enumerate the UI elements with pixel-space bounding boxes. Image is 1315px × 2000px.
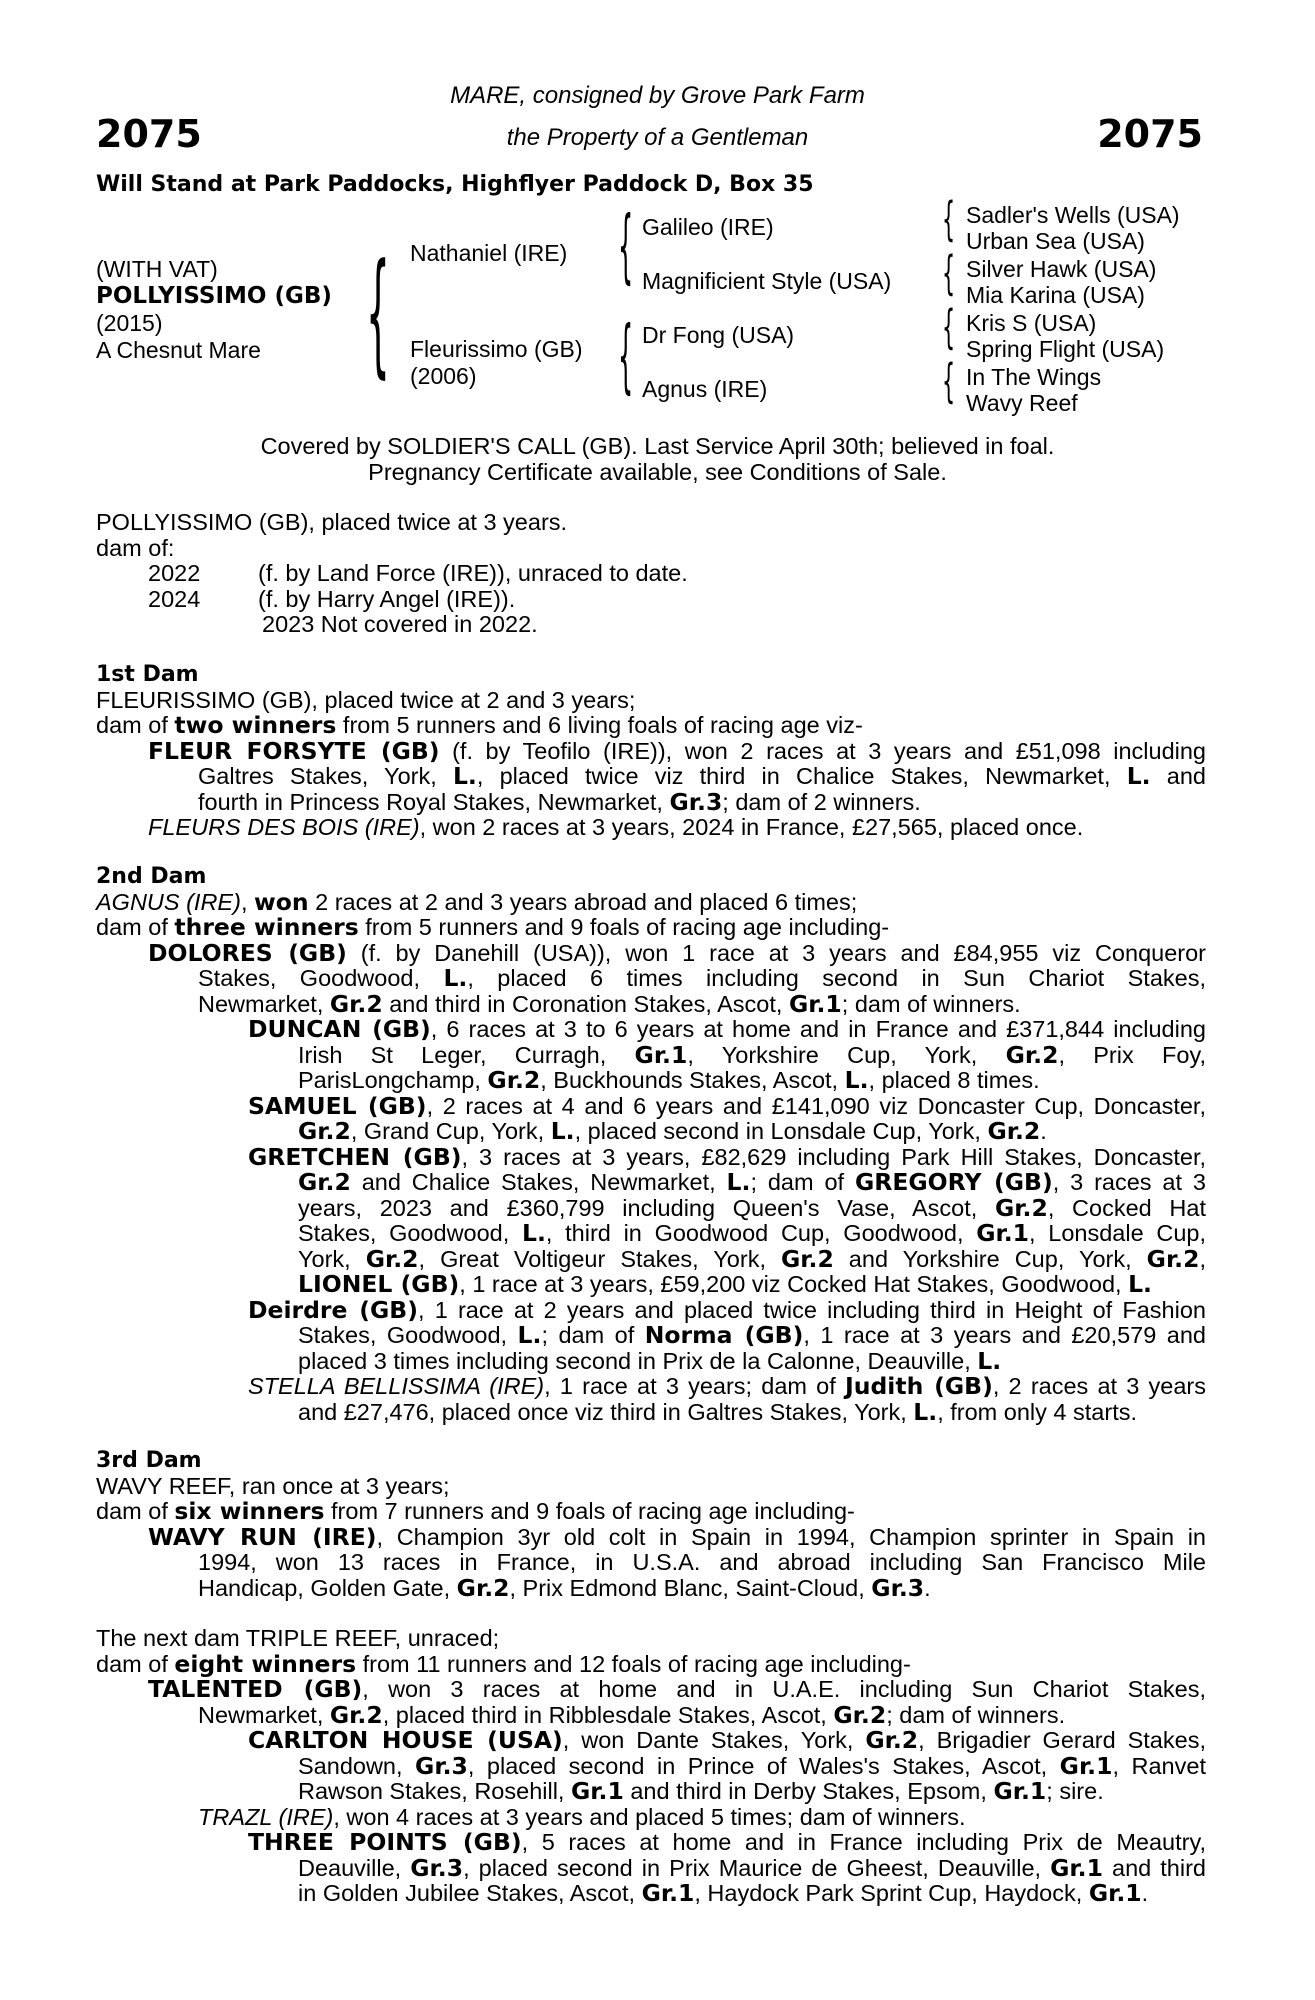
second-dam-heading: 2nd Dam bbox=[96, 864, 207, 889]
pedigree-brace-sire: { bbox=[618, 199, 634, 292]
carlton-house-line: CARLTON HOUSE (USA), won Dante Stakes, York, Gr.2, Brigadier Gerard Stakes, bbox=[248, 1726, 1206, 1754]
dolores-line: DOLORES (GB) (f. by Danehill (USA)), won 1 race at 3 years and £84,955 viz Conqueror bbox=[148, 938, 1206, 967]
third-dam-line: dam of six winners from 7 runners and 9 foals of racing age including- bbox=[96, 1497, 855, 1525]
carlton-house-line: Rawson Stakes, Rosehill, Gr.1 and third in Derby Stakes, Epsom, Gr.1; sire. bbox=[298, 1777, 1104, 1805]
pedigree-sire-dam: Magnificient Style (USA) bbox=[642, 268, 892, 294]
pedigree-dam-dam: Agnus (IRE) bbox=[642, 376, 768, 402]
pedigree-sdd: Mia Karina (USA) bbox=[966, 282, 1145, 308]
duncan-line: ParisLongchamp, Gr.2, Buckhounds Stakes, Ascot, L., placed 8 times. bbox=[298, 1066, 1040, 1094]
horse-name: POLLYISSIMO (GB) bbox=[96, 283, 332, 309]
deirdre-line: placed 3 times including second in Prix de la Calonne, Deauville, L. bbox=[298, 1346, 1002, 1375]
lot-number-right: 2075 bbox=[1097, 112, 1203, 156]
lionel-line: LIONEL (GB), 1 race at 3 years, £59,200 viz Cocked Hat Stakes, Goodwood, L. bbox=[298, 1270, 1152, 1298]
produce-dam-of: dam of: bbox=[96, 534, 175, 561]
pedigree-dam-year: (2006) bbox=[410, 363, 477, 389]
second-dam-line: AGNUS (IRE), won 2 races at 2 and 3 years abroad and placed 6 times; bbox=[96, 887, 858, 916]
gretchen-line: GRETCHEN (GB), 3 races at 3 years, £82,629 including Park Hill Stakes, Doncaster, bbox=[248, 1142, 1206, 1171]
vat-label: (WITH VAT) bbox=[96, 256, 218, 282]
next-dam-section bbox=[96, 1626, 1206, 1907]
pedigree-brace-dam: { bbox=[618, 309, 634, 402]
carlton-house-line: Sandown, Gr.3, placed second in Prince of Wales's Stakes, Ascot, Gr.1, Ranvet bbox=[298, 1751, 1206, 1780]
duncan-line: DUNCAN (GB), 6 races at 3 to 6 years at home and in France and £371,844 including bbox=[248, 1015, 1206, 1043]
horse-year: (2015) bbox=[96, 310, 163, 336]
produce-record bbox=[96, 510, 1206, 638]
first-dam-produce-line: Galtres Stakes, York, L., placed twice viz third in Chalice Stakes, Newmarket, L. and bbox=[198, 762, 1206, 790]
gretchen-line: Stakes, Goodwood, L., third in Goodwood Cup, Goodwood, Gr.1, Lonsdale Cup, bbox=[298, 1219, 1206, 1247]
next-dam-line: The next dam TRIPLE REEF, unraced; bbox=[96, 1625, 500, 1651]
pedigree-sds: Silver Hawk (USA) bbox=[966, 256, 1157, 282]
three-points-line: THREE POINTS (GB), 5 races at home and in France including Prix de Meautry, bbox=[248, 1828, 1206, 1856]
horse-description: A Chesnut Mare bbox=[96, 337, 261, 363]
produce-year: 2024 bbox=[148, 585, 201, 612]
pedigree-dss: Kris S (USA) bbox=[966, 310, 1097, 336]
produce-detail: (f. by Harry Angel (IRE)). bbox=[258, 585, 516, 612]
gretchen-line: Gr.2 and Chalice Stakes, Newmarket, L.; dam of GREGORY (GB), 3 races at 3 bbox=[298, 1168, 1206, 1196]
three-points-line: in Golden Jubilee Stakes, Ascot, Gr.1, Haydock Park Sprint Cup, Haydock, Gr.1. bbox=[298, 1879, 1149, 1907]
talented-line: Newmarket, Gr.2, placed third in Ribblesdale Stakes, Ascot, Gr.2; dam of winners. bbox=[198, 1700, 1066, 1729]
produce-year: 2022 bbox=[148, 560, 201, 586]
third-dam-line: WAVY REEF, ran once at 3 years; bbox=[96, 1472, 450, 1499]
pedigree-brace-main: { bbox=[366, 235, 390, 391]
stella-line: and £27,476, placed once viz third in Galtres Stakes, York, L., from only 4 starts. bbox=[298, 1397, 1138, 1426]
deirdre-line: Stakes, Goodwood, L.; dam of Norma (GB), 1 race at 3 years and £20,579 and bbox=[298, 1321, 1207, 1349]
stella-line: STELLA BELLISSIMA (IRE), 1 race at 3 years; dam of Judith (GB), 2 races at 3 years bbox=[248, 1372, 1206, 1400]
first-dam-heading: 1st Dam bbox=[96, 662, 199, 687]
first-dam-section bbox=[96, 662, 1206, 841]
pedigree-sss: Sadler's Wells (USA) bbox=[966, 202, 1180, 228]
first-dam-produce-line: fourth in Princess Royal Stakes, Newmarket, Gr.3; dam of 2 winners. bbox=[198, 787, 921, 816]
stand-location: Will Stand at Park Paddocks, Highflyer Paddock D, Box 35 bbox=[96, 172, 814, 197]
pedigree-brace-1: { bbox=[942, 192, 956, 246]
first-dam-line: dam of two winners from 5 runners and 6 living foals of racing age viz- bbox=[96, 711, 863, 739]
third-dam-section bbox=[96, 1448, 1206, 1601]
dolores-line: Stakes, Goodwood, L., placed 6 times including second in Sun Chariot Stakes, bbox=[198, 964, 1206, 992]
pedigree-sire-sire: Galileo (IRE) bbox=[642, 214, 774, 240]
pedigree-brace-2: { bbox=[942, 246, 956, 300]
wavy-run-line: Handicap, Golden Gate, Gr.2, Prix Edmond Blanc, Saint-Cloud, Gr.3. bbox=[198, 1573, 931, 1602]
pedigree-dam-sire: Dr Fong (USA) bbox=[642, 322, 795, 348]
second-dam-section bbox=[96, 864, 1206, 1425]
third-dam-heading: 3rd Dam bbox=[96, 1448, 202, 1473]
next-dam-line: dam of eight winners from 11 runners and 12 foals of racing age including- bbox=[96, 1649, 911, 1678]
pedigree-sire: Nathaniel (IRE) bbox=[410, 240, 568, 266]
three-points-line: Deauville, Gr.3, placed second in Prix Maurice de Gheest, Deauville, Gr.1 and third bbox=[298, 1853, 1206, 1882]
consignor-line: MARE, consigned by Grove Park Farm bbox=[450, 82, 865, 109]
pregnancy-line: Pregnancy Certificate available, see Conditions of Sale. bbox=[368, 459, 947, 485]
produce-note: 2023 Not covered in 2022. bbox=[262, 611, 538, 637]
dolores-line: Newmarket, Gr.2 and third in Coronation Stakes, Ascot, Gr.1; dam of winners. bbox=[198, 989, 1021, 1018]
horse-info bbox=[96, 256, 332, 364]
pedigree-ssd: Urban Sea (USA) bbox=[966, 228, 1145, 254]
second-dam-line: dam of three winners from 5 runners and 9 foals of racing age including- bbox=[96, 913, 890, 941]
gretchen-line: York, Gr.2, Great Voltigeur Stakes, York, Gr.2 and Yorkshire Cup, York, Gr.2, bbox=[298, 1244, 1206, 1273]
produce-row bbox=[96, 561, 1206, 587]
gretchen-line: years, 2023 and £360,799 including Queen's Vase, Ascot, Gr.2, Cocked Hat bbox=[298, 1193, 1207, 1222]
first-dam-produce-line: FLEUR FORSYTE (GB) (f. by Teofilo (IRE)), won 2 races at 3 years and £51,098 including bbox=[148, 736, 1206, 765]
duncan-line: Irish St Leger, Curragh, Gr.1, Yorkshire Cup, York, Gr.2, Prix Foy, bbox=[298, 1040, 1206, 1069]
produce-row bbox=[96, 587, 1206, 613]
pedigree-dds: In The Wings bbox=[966, 364, 1102, 390]
pedigree-brace-4: { bbox=[942, 354, 956, 408]
produce-detail: (f. by Land Force (IRE)), unraced to date. bbox=[258, 560, 688, 586]
wavy-run-line: WAVY RUN (IRE), Champion 3yr old colt in Spain in 1994, Champion sprinter in Spain in bbox=[148, 1522, 1206, 1551]
pedigree-ddd: Wavy Reef bbox=[966, 390, 1078, 416]
lot-number-left: 2075 bbox=[96, 112, 202, 156]
pedigree-dam: Fleurissimo (GB) bbox=[410, 336, 583, 362]
talented-line: TALENTED (GB), won 3 races at home and in U.A.E. including Sun Chariot Stakes, bbox=[148, 1675, 1207, 1703]
samuel-line: SAMUEL (GB), 2 races at 4 and 6 years and £141,090 viz Doncaster Cup, Doncaster, bbox=[248, 1091, 1206, 1120]
deirdre-line: Deirdre (GB), 1 race at 2 years and placed twice including third in Height of Fashion bbox=[248, 1295, 1206, 1324]
samuel-line: Gr.2, Grand Cup, York, L., placed second in Lonsdale Cup, York, Gr.2. bbox=[298, 1117, 1047, 1145]
property-line: the Property of a Gentleman bbox=[506, 124, 809, 151]
first-dam-produce-line: FLEURS DES BOIS (IRE), won 2 races at 3 years, 2024 in France, £27,565, placed once. bbox=[148, 814, 1084, 840]
trazl-line: TRAZL (IRE), won 4 races at 3 years and placed 5 times; dam of winners. bbox=[198, 1803, 966, 1830]
first-dam-line: FLEURISSIMO (GB), placed twice at 2 and 3 years; bbox=[96, 686, 636, 713]
pedigree-dsd: Spring Flight (USA) bbox=[966, 336, 1165, 362]
produce-title: POLLYISSIMO (GB), placed twice at 3 years. bbox=[96, 509, 568, 535]
wavy-run-line: 1994, won 13 races in France, in U.S.A. and abroad including San Francisco Mile bbox=[198, 1549, 1206, 1575]
covered-line: Covered by SOLDIER'S CALL (GB). Last Service April 30th; believed in foal. bbox=[260, 433, 1055, 459]
pedigree-brace-3: { bbox=[942, 300, 956, 354]
